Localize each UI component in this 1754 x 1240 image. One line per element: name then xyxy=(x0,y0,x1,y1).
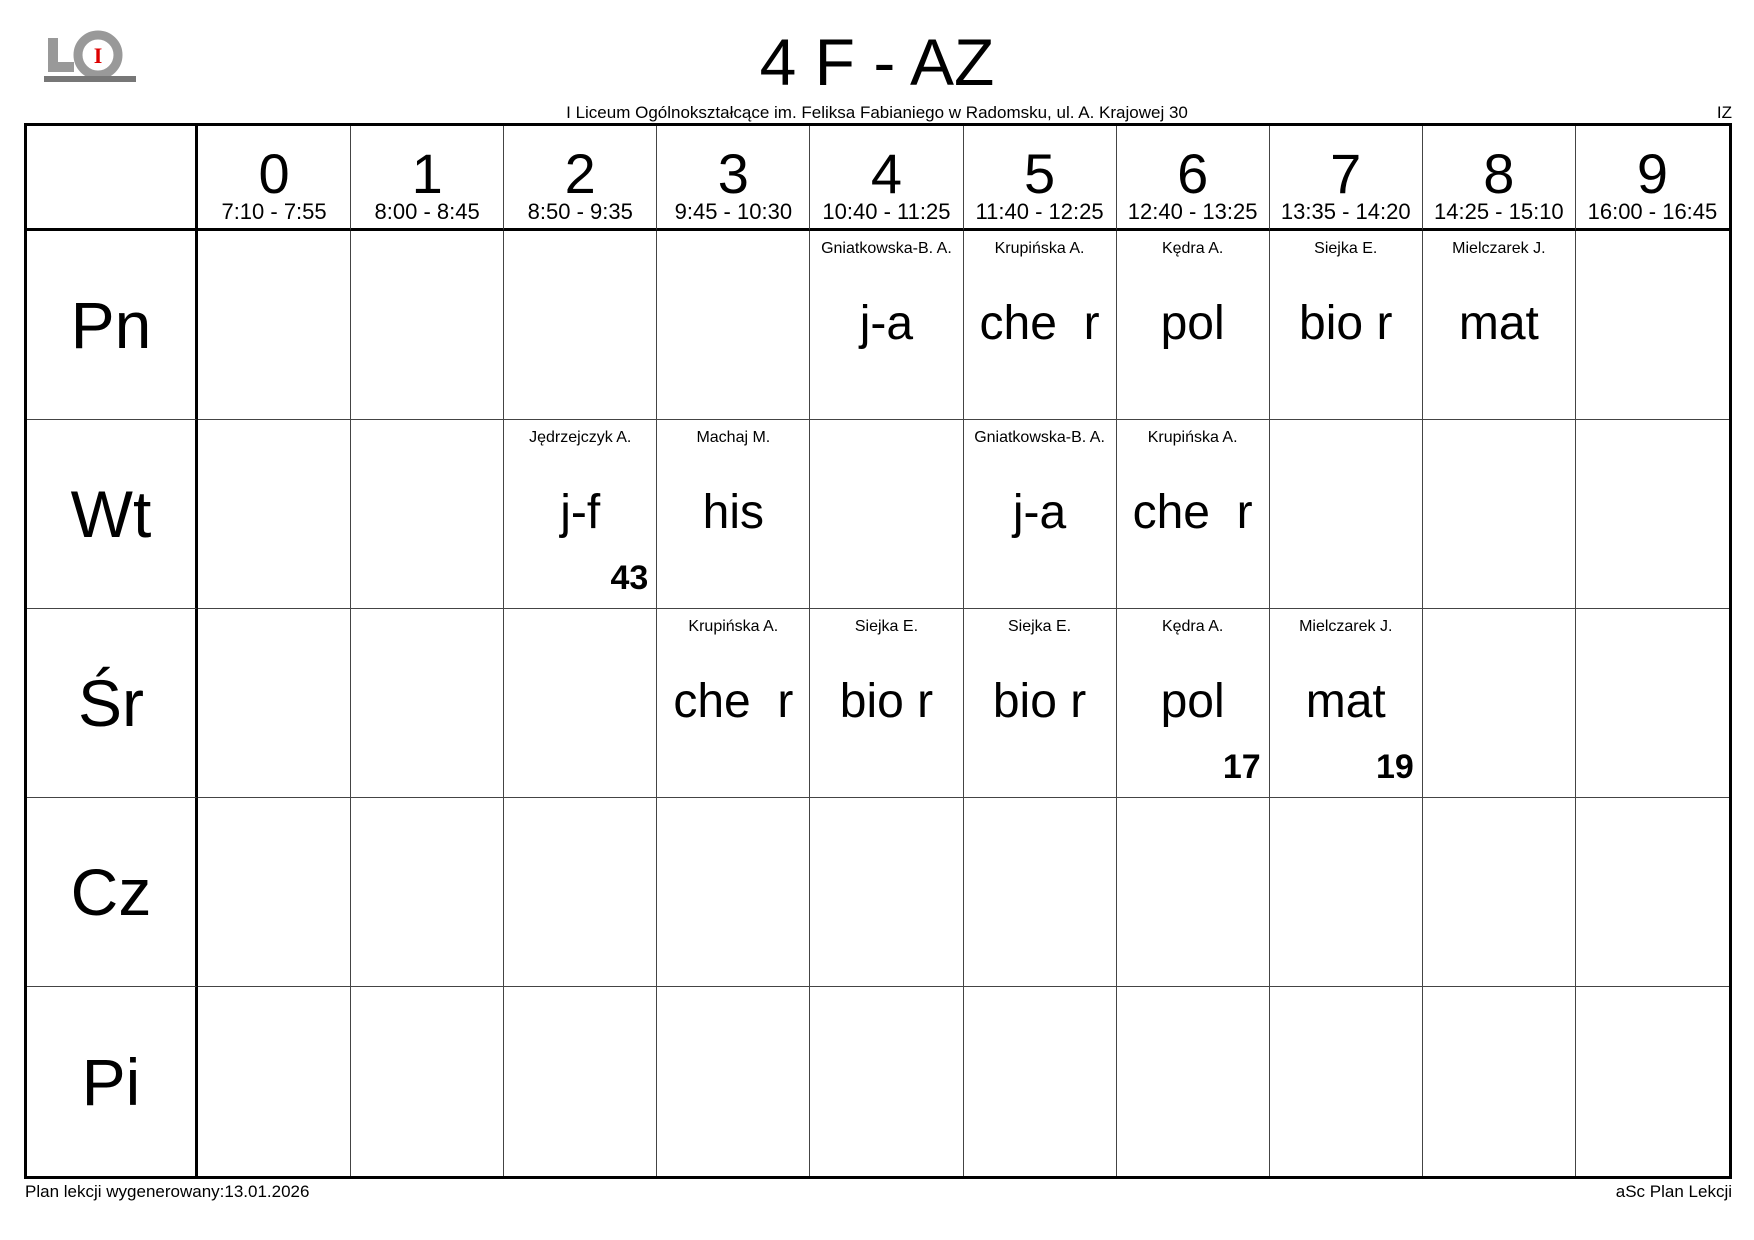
day-label-cell xyxy=(27,231,198,420)
empty-cell xyxy=(504,609,657,798)
teacher-name: Siejka E. xyxy=(854,618,919,635)
day-label-cell xyxy=(27,609,198,798)
empty-cell xyxy=(1117,987,1270,1176)
period-header xyxy=(1423,126,1576,231)
empty-cell xyxy=(504,231,657,420)
lesson-cell[interactable] xyxy=(1117,420,1270,609)
day-name: Śr xyxy=(78,666,144,740)
teacher-name: Siejka E. xyxy=(1007,618,1072,635)
subject-name: bio r xyxy=(992,675,1087,728)
empty-cell xyxy=(657,987,810,1176)
empty-cell xyxy=(1576,798,1729,987)
generated-date: Plan lekcji wygenerowany:13.01.2026 xyxy=(25,1182,310,1201)
empty-cell xyxy=(198,420,351,609)
period-number: 2 xyxy=(564,142,596,205)
empty-cell xyxy=(1576,987,1729,1176)
school-name: I Liceum Ogólnokształcące im. Feliksa Fabianiego w Radomsku, ul. A. Krajowej 30 xyxy=(566,103,1188,122)
subject-name: che r xyxy=(1132,486,1253,539)
lesson-cell[interactable] xyxy=(504,420,657,609)
empty-cell xyxy=(964,798,1117,987)
lesson-cell[interactable] xyxy=(810,231,963,420)
period-time: 9:45 - 10:30 xyxy=(674,199,793,224)
empty-cell xyxy=(810,987,963,1176)
lesson-cell[interactable] xyxy=(1270,609,1423,798)
lesson-cell[interactable] xyxy=(810,609,963,798)
empty-cell xyxy=(810,420,963,609)
period-number: 0 xyxy=(258,142,290,205)
day-label-cell xyxy=(27,420,198,609)
subject-name: mat xyxy=(1305,675,1386,728)
day-label-cell xyxy=(27,798,198,987)
day-name: Wt xyxy=(70,477,152,551)
period-number: 3 xyxy=(717,142,749,205)
teacher-name: Kędra A. xyxy=(1161,618,1224,635)
lesson-cell[interactable] xyxy=(1423,231,1576,420)
lesson-cell[interactable] xyxy=(1117,231,1270,420)
empty-cell xyxy=(1270,798,1423,987)
subject-name: mat xyxy=(1458,297,1539,350)
empty-cell xyxy=(351,609,504,798)
empty-cell xyxy=(1270,987,1423,1176)
day-name: Pn xyxy=(70,288,152,362)
period-number: 7 xyxy=(1330,142,1362,205)
teacher-name: Siejka E. xyxy=(1314,240,1378,257)
teacher-name: Krupińska A. xyxy=(994,240,1085,257)
period-number: 9 xyxy=(1636,142,1669,205)
class-title: 4 F - AZ xyxy=(759,25,995,99)
empty-cell xyxy=(1423,798,1576,987)
software-name: aSc Plan Lekcji xyxy=(1615,1182,1732,1201)
subject-name: j-f xyxy=(560,486,601,539)
empty-cell xyxy=(504,987,657,1176)
teacher-name: Mielczarek J. xyxy=(1452,240,1546,257)
teacher-name: Kędra A. xyxy=(1161,240,1224,257)
empty-cell xyxy=(657,231,810,420)
empty-cell xyxy=(351,798,504,987)
empty-cell xyxy=(351,231,504,420)
period-time: 8:00 - 8:45 xyxy=(374,199,480,224)
empty-cell xyxy=(1423,420,1576,609)
empty-cell xyxy=(964,987,1117,1176)
subject-name: his xyxy=(702,486,765,539)
empty-cell xyxy=(504,798,657,987)
empty-cell xyxy=(1117,798,1270,987)
period-time: 13:35 - 14:20 xyxy=(1280,199,1411,224)
empty-cell xyxy=(1423,609,1576,798)
teacher-name: Krupińska A. xyxy=(1147,429,1238,446)
period-number: 4 xyxy=(870,142,903,205)
period-number: 5 xyxy=(1023,142,1056,205)
room-number: 17 xyxy=(1222,748,1261,786)
period-number: 8 xyxy=(1483,142,1515,205)
teacher-code: IZ xyxy=(1716,103,1732,122)
period-time: 10:40 - 11:25 xyxy=(822,199,951,224)
empty-cell xyxy=(1423,987,1576,1176)
teacher-name: Jędrzejczyk A. xyxy=(529,429,632,446)
timetable-grid xyxy=(24,123,1732,1179)
empty-cell xyxy=(1576,609,1729,798)
period-header xyxy=(351,126,504,231)
period-header xyxy=(1576,126,1729,231)
empty-cell xyxy=(657,798,810,987)
period-time: 8:50 - 9:35 xyxy=(527,199,633,224)
period-header xyxy=(810,126,963,231)
period-header xyxy=(504,126,657,231)
period-number: 1 xyxy=(411,142,443,205)
empty-cell xyxy=(198,609,351,798)
lesson-cell[interactable] xyxy=(964,420,1117,609)
lesson-cell[interactable] xyxy=(1270,231,1423,420)
lesson-cell[interactable] xyxy=(1117,609,1270,798)
subject-name: che r xyxy=(673,675,794,728)
room-number: 19 xyxy=(1375,748,1414,786)
subject-name: bio r xyxy=(839,675,934,728)
period-time: 12:40 - 13:25 xyxy=(1127,199,1258,224)
day-label-cell xyxy=(27,987,198,1176)
empty-cell xyxy=(198,987,351,1176)
subject-name: j-a xyxy=(1012,486,1067,539)
subject-name: j-a xyxy=(859,297,914,350)
corner-cell xyxy=(27,126,198,231)
period-header xyxy=(964,126,1117,231)
empty-cell xyxy=(1270,420,1423,609)
period-header xyxy=(198,126,351,231)
period-header xyxy=(1117,126,1270,231)
period-number: 6 xyxy=(1177,142,1209,205)
lesson-cell[interactable] xyxy=(657,609,810,798)
day-name: Pi xyxy=(81,1044,141,1119)
period-header xyxy=(1270,126,1423,231)
empty-cell xyxy=(810,798,963,987)
empty-cell xyxy=(1576,231,1729,420)
empty-cell xyxy=(351,987,504,1176)
teacher-name: Gniatkowska-B. A. xyxy=(821,240,952,257)
subject-name: bio r xyxy=(1299,297,1393,350)
lesson-cell[interactable] xyxy=(657,420,810,609)
subject-name: pol xyxy=(1160,675,1225,728)
lesson-cell[interactable] xyxy=(964,609,1117,798)
subject-name: che r xyxy=(979,297,1100,350)
period-time: 16:00 - 16:45 xyxy=(1587,199,1718,224)
teacher-name: Machaj M. xyxy=(696,429,771,446)
subject-name: pol xyxy=(1160,297,1225,350)
period-header xyxy=(657,126,810,231)
teacher-name: Mielczarek J. xyxy=(1299,618,1393,635)
period-time: 14:25 - 15:10 xyxy=(1434,199,1564,224)
period-time: 11:40 - 12:25 xyxy=(975,199,1104,224)
room-number: 43 xyxy=(610,559,649,597)
lesson-cell[interactable] xyxy=(964,231,1117,420)
empty-cell xyxy=(1576,420,1729,609)
teacher-name: Krupińska A. xyxy=(688,618,779,635)
empty-cell xyxy=(351,420,504,609)
period-time: 7:10 - 7:55 xyxy=(221,199,327,224)
day-name: Cz xyxy=(70,855,152,929)
empty-cell xyxy=(198,798,351,987)
teacher-name: Gniatkowska-B. A. xyxy=(974,429,1105,446)
svg-text:I: I xyxy=(93,43,103,68)
empty-cell xyxy=(198,231,351,420)
